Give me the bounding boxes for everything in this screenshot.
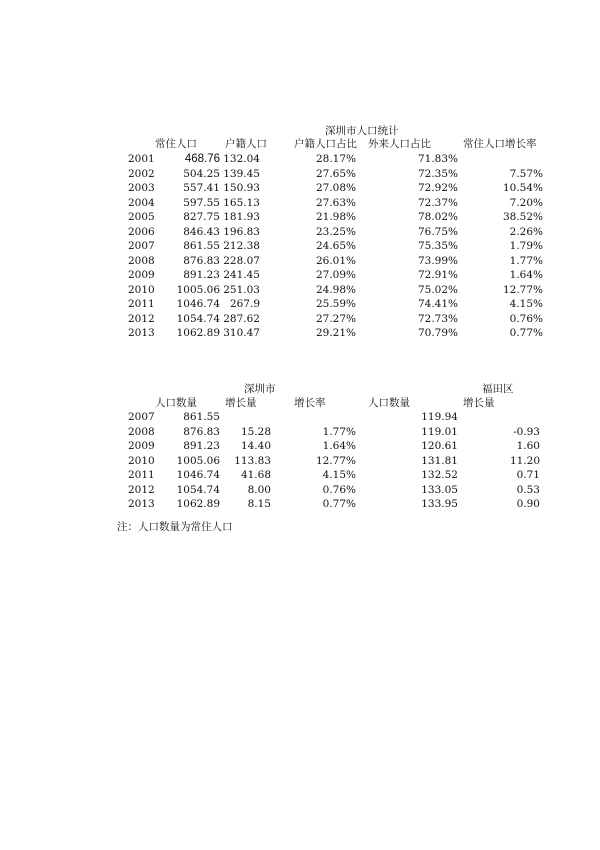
table1-migrant-ratio: 72.92% bbox=[417, 182, 458, 194]
table1-header-reg-ratio: 户籍人口占比 bbox=[294, 138, 357, 150]
table1-migrant-ratio: 72.37% bbox=[417, 196, 458, 209]
table1-year: 2003 bbox=[128, 182, 155, 194]
table1-registered: 139.45 bbox=[223, 167, 260, 180]
table1-resident: 876.83 bbox=[183, 254, 220, 267]
table1-migrant-ratio: 72.91% bbox=[417, 269, 458, 281]
table1-migrant-ratio: 78.02% bbox=[417, 211, 458, 223]
table1-reg-ratio: 23.25% bbox=[315, 225, 356, 238]
table1-year: 2009 bbox=[128, 269, 155, 281]
table1-resident: 1062.89 bbox=[176, 327, 220, 339]
table2-year: 2011 bbox=[128, 469, 155, 481]
table2-header-sz-pop: 人口数量 bbox=[155, 397, 197, 409]
table2-sz-pop: 1005.06 bbox=[176, 454, 220, 467]
table2-year: 2008 bbox=[128, 425, 155, 438]
table1-registered: 287.62 bbox=[223, 312, 260, 325]
table1-reg-ratio: 26.01% bbox=[315, 254, 356, 267]
table1-growth: 7.57% bbox=[509, 167, 543, 180]
table2-ft-pop: 119.94 bbox=[421, 411, 458, 423]
table2-ft-pop: 132.52 bbox=[421, 469, 458, 481]
table2-sz-pop: 861.55 bbox=[183, 411, 220, 423]
table1-header-migrant-ratio: 外来人口占比 bbox=[368, 138, 431, 150]
table2-sz-inc: 15.28 bbox=[240, 425, 271, 438]
table2-sz-rate: 12.77% bbox=[315, 454, 356, 467]
table2-sz-inc: 14.40 bbox=[240, 440, 271, 452]
table2-sz-rate: 4.15% bbox=[322, 469, 356, 481]
table2-sz-rate: 0.77% bbox=[322, 498, 356, 510]
table2-ft-pop: 133.95 bbox=[421, 498, 458, 510]
table1-migrant-ratio: 75.02% bbox=[417, 283, 458, 296]
table1-year: 2004 bbox=[128, 196, 155, 209]
table1-reg-ratio: 28.17% bbox=[315, 153, 356, 165]
table1-reg-ratio: 27.09% bbox=[315, 269, 356, 281]
table2-sz-rate: 1.77% bbox=[322, 425, 356, 438]
table1-reg-ratio: 27.65% bbox=[315, 167, 356, 180]
table1-migrant-ratio: 75.35% bbox=[417, 240, 458, 252]
table2-year: 2013 bbox=[128, 498, 155, 510]
table2-sz-inc: 113.83 bbox=[234, 454, 271, 467]
table1-migrant-ratio: 74.41% bbox=[417, 298, 458, 310]
table2-ft-inc: 0.71 bbox=[516, 469, 540, 481]
table1-registered: 181.93 bbox=[223, 211, 260, 223]
table1-year: 2012 bbox=[128, 312, 155, 325]
table1-year: 2006 bbox=[128, 225, 155, 238]
table2-header-sz-rate: 增长率 bbox=[294, 397, 326, 409]
table1-resident: 891.23 bbox=[183, 269, 220, 281]
table1-growth: 1.64% bbox=[509, 269, 543, 281]
table1-resident: 504.25 bbox=[183, 167, 220, 180]
table2-ft-inc: 1.60 bbox=[516, 440, 540, 452]
table1-title: 深圳市人口统计 bbox=[325, 125, 399, 137]
table1-year: 2013 bbox=[128, 327, 155, 339]
table1-growth: 12.77% bbox=[502, 283, 543, 296]
table1-year: 2007 bbox=[128, 240, 155, 252]
table2-sz-rate: 1.64% bbox=[322, 440, 356, 452]
table1-reg-ratio: 21.98% bbox=[315, 211, 356, 223]
table1-growth: 2.26% bbox=[509, 225, 543, 238]
table1-registered: 165.13 bbox=[223, 196, 260, 209]
table2-header-ft-inc: 增长量 bbox=[463, 397, 495, 409]
table2-year: 2012 bbox=[128, 483, 155, 496]
table1-header-resident: 常住人口 bbox=[155, 138, 197, 150]
table2-ft-pop: 131.81 bbox=[421, 454, 458, 467]
table1-resident: 597.55 bbox=[183, 196, 220, 209]
table1-registered: 132.04 bbox=[223, 153, 260, 165]
table1-growth: 0.76% bbox=[509, 312, 543, 325]
table1-reg-ratio: 27.27% bbox=[315, 312, 356, 325]
table1-registered: 267.9 bbox=[229, 298, 260, 310]
table1-year: 2002 bbox=[128, 167, 155, 180]
table2-ft-inc: -0.93 bbox=[513, 425, 540, 438]
table1-reg-ratio: 27.08% bbox=[315, 182, 356, 194]
table2-sz-pop: 1054.74 bbox=[176, 483, 220, 496]
table2-group-futian: 福田区 bbox=[482, 383, 514, 395]
table2-sz-rate: 0.76% bbox=[322, 483, 356, 496]
table1-growth: 4.15% bbox=[509, 298, 543, 310]
table1-registered: 241.45 bbox=[223, 269, 260, 281]
table1-registered: 310.47 bbox=[223, 327, 260, 339]
table1-year: 2010 bbox=[128, 283, 155, 296]
table1-registered: 150.93 bbox=[223, 182, 260, 194]
table1-resident: 1005.06 bbox=[176, 283, 220, 296]
table1-registered: 251.03 bbox=[223, 283, 260, 296]
table1-header-registered: 户籍人口 bbox=[225, 138, 267, 150]
table1-reg-ratio: 29.21% bbox=[315, 327, 356, 339]
table1-growth: 10.54% bbox=[502, 182, 543, 194]
table1-growth: 38.52% bbox=[502, 211, 543, 223]
table2-ft-inc: 0.53 bbox=[516, 483, 540, 496]
table1-reg-ratio: 24.65% bbox=[315, 240, 356, 252]
table1-migrant-ratio: 70.79% bbox=[417, 327, 458, 339]
table2-year: 2010 bbox=[128, 454, 155, 467]
table1-migrant-ratio: 71.83% bbox=[417, 153, 458, 165]
table1-resident: 846.43 bbox=[183, 225, 220, 238]
table2-sz-inc: 8.15 bbox=[247, 498, 271, 510]
table1-registered: 228.07 bbox=[223, 254, 260, 267]
table1-growth: 1.79% bbox=[509, 240, 543, 252]
table1-year: 2011 bbox=[128, 298, 155, 310]
table2-ft-inc: 0.90 bbox=[516, 498, 540, 510]
table1-year: 2005 bbox=[128, 211, 155, 223]
table1-reg-ratio: 24.98% bbox=[315, 283, 356, 296]
table1-migrant-ratio: 73.99% bbox=[417, 254, 458, 267]
table2-ft-pop: 120.61 bbox=[421, 440, 458, 452]
table2-header-ft-pop: 人口数量 bbox=[368, 397, 410, 409]
table1-resident: 1046.74 bbox=[176, 298, 220, 310]
table1-resident: 468.76 bbox=[184, 153, 220, 165]
table2-header-sz-inc: 增长量 bbox=[225, 397, 257, 409]
table2-ft-inc: 11.20 bbox=[509, 454, 540, 467]
table1-migrant-ratio: 76.75% bbox=[417, 225, 458, 238]
table1-growth: 1.77% bbox=[509, 254, 543, 267]
table2-ft-pop: 133.05 bbox=[421, 483, 458, 496]
table1-migrant-ratio: 72.73% bbox=[417, 312, 458, 325]
table2-group-shenzhen: 深圳市 bbox=[244, 383, 276, 395]
footnote: 注：人口数量为常住人口 bbox=[117, 521, 233, 533]
table2-year: 2007 bbox=[128, 411, 155, 423]
table2-ft-pop: 119.01 bbox=[421, 425, 458, 438]
table2-sz-pop: 876.83 bbox=[183, 425, 220, 438]
table1-resident: 827.75 bbox=[183, 211, 220, 223]
table1-reg-ratio: 27.63% bbox=[315, 196, 356, 209]
table2-sz-pop: 1046.74 bbox=[176, 469, 220, 481]
table1-year: 2001 bbox=[128, 153, 155, 165]
table1-migrant-ratio: 72.35% bbox=[417, 167, 458, 180]
table1-growth: 0.77% bbox=[509, 327, 543, 339]
table1-resident: 557.41 bbox=[183, 182, 220, 194]
table2-sz-inc: 41.68 bbox=[240, 469, 271, 481]
table1-header-growth: 常住人口增长率 bbox=[463, 138, 537, 150]
table2-sz-pop: 1062.89 bbox=[176, 498, 220, 510]
table1-growth: 7.20% bbox=[509, 196, 543, 209]
table2-sz-inc: 8.00 bbox=[247, 483, 271, 496]
table1-registered: 196.83 bbox=[223, 225, 260, 238]
table1-year: 2008 bbox=[128, 254, 155, 267]
table2-sz-pop: 891.23 bbox=[183, 440, 220, 452]
table1-resident: 861.55 bbox=[183, 240, 220, 252]
table1-registered: 212.38 bbox=[223, 240, 260, 252]
table1-resident: 1054.74 bbox=[176, 312, 220, 325]
table1-reg-ratio: 25.59% bbox=[315, 298, 356, 310]
table2-year: 2009 bbox=[128, 440, 155, 452]
